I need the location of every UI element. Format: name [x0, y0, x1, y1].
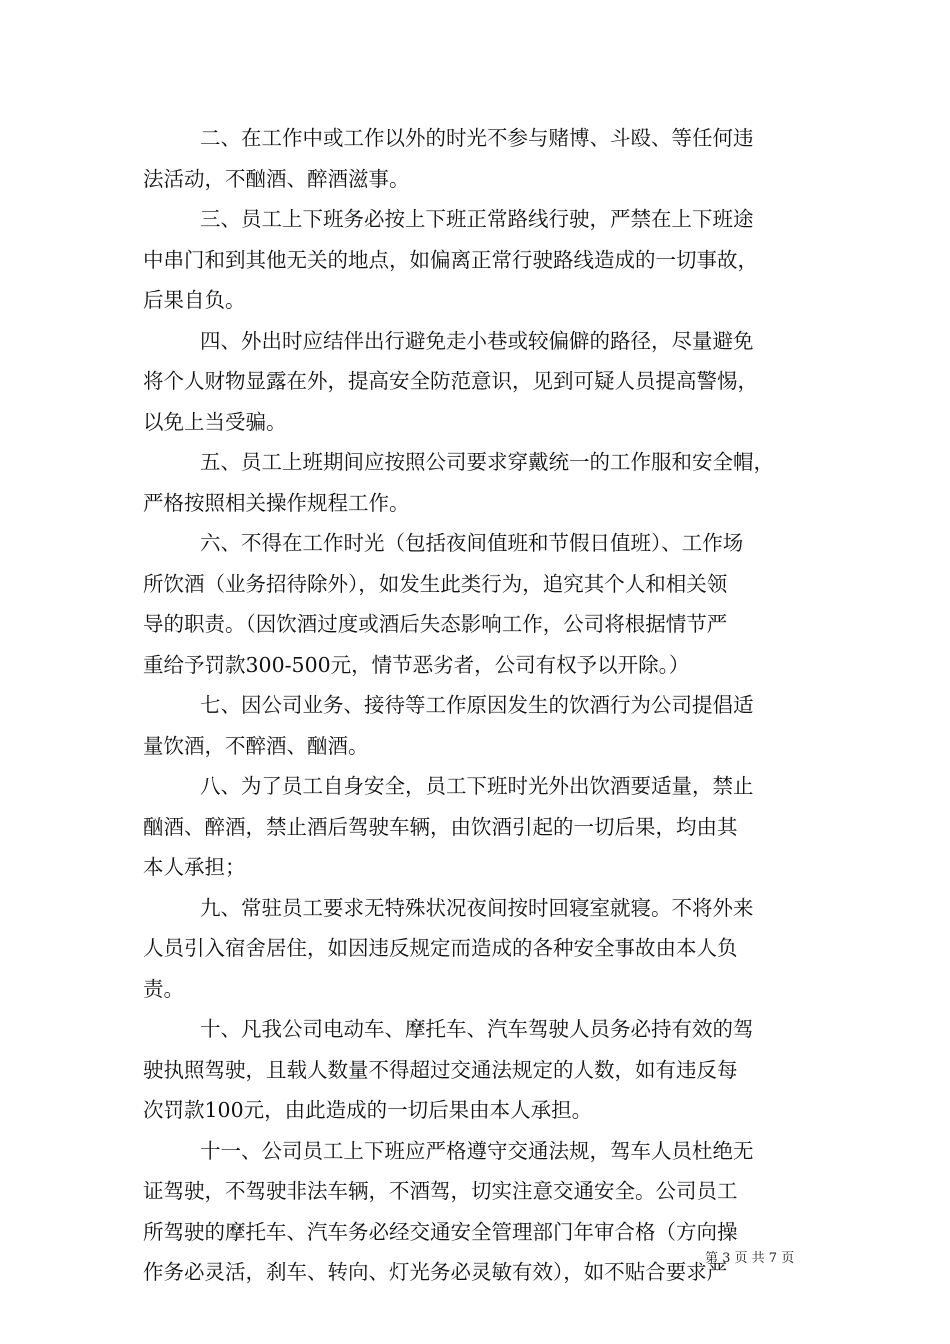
paragraph-first-line: 七、因公司业务、接待等工作原因发生的饮酒行为公司提倡适 — [200, 693, 754, 717]
paragraph-first-line: 九、常驻员工要求无特殊状况夜间按时回寝室就寝。不将外来 — [200, 895, 754, 920]
paragraph-line: 酗酒、醉酒，禁止酒后驾驶车辆，由饮酒引起的一切后果，均由其 — [143, 814, 738, 839]
paragraph-line: 重给予罚款300-500元，情节恶劣者，公司有权予以开除。） — [143, 652, 690, 677]
paragraph-first-line: 三、员工上下班务必按上下班正常路线行驶，严禁在上下班途 — [200, 207, 754, 231]
paragraph-line: 所驾驶的摩托车、汽车务必经交通安全管理部门年审合格（方向操 — [143, 1219, 738, 1244]
paragraph-first-line: 十一、公司员工上下班应严格遵守交通法规，驾车人员杜绝无 — [200, 1138, 754, 1163]
paragraph-line: 所饮酒（业务招待除外），如发生此类行为，追究其个人和相关领 — [143, 571, 728, 596]
paragraph-line: 法活动，不酗酒、醉酒滋事。 — [143, 166, 410, 191]
paragraph-first-line: 八、为了员工自身安全，员工下班时光外出饮酒要适量，禁止 — [200, 774, 754, 798]
paragraph-line: 后果自负。 — [143, 288, 246, 312]
paragraph-line: 人员引入宿舍居住，如因违反规定而造成的各种安全事故由本人负 — [143, 936, 738, 960]
paragraph-line: 驶执照驾驶，且载人数量不得超过交通法规定的人数，如有违反每 — [143, 1057, 738, 1082]
paragraph-first-line: 六、不得在工作时光（包括夜间值班和节假日值班）、工作场 — [200, 531, 744, 555]
paragraph-first-line: 五、员工上班期间应按照公司要求穿戴统一的工作服和安全帽， — [200, 450, 774, 474]
page-number-footer: 第 3 页 共 7 页 — [705, 1251, 795, 1266]
paragraph-line: 以免上当受骗。 — [143, 409, 287, 434]
paragraph-line: 导的职责。（因饮酒过度或酒后失态影响工作，公司将根据情节严 — [143, 612, 728, 636]
paragraph-line: 责。 — [143, 976, 184, 1001]
document-body — [143, 118, 815, 1293]
paragraph-line: 严格按照相关操作规程工作。 — [143, 490, 410, 515]
paragraph-line: 次罚款100元，由此造成的一切后果由本人承担。 — [143, 1098, 593, 1122]
paragraph-line: 证驾驶，不驾驶非法车辆，不酒驾，切实注意交通安全。公司员工 — [143, 1179, 738, 1203]
paragraph-line: 本人承担； — [143, 855, 246, 879]
paragraph-line: 量饮酒，不醉酒、酗酒。 — [143, 733, 369, 758]
paragraph-first-line: 二、在工作中或工作以外的时光不参与赌博、斗殴、等任何违 — [200, 126, 754, 150]
paragraph-line: 将个人财物显露在外，提高安全防范意识，见到可疑人员提高警惕， — [143, 369, 758, 393]
paragraph-line: 作务必灵活，刹车、转向、灯光务必灵敏有效），如不贴合要求严 — [143, 1260, 728, 1284]
paragraph-first-line: 十、凡我公司电动车、摩托车、汽车驾驶人员务必持有效的驾 — [200, 1017, 754, 1041]
paragraph-first-line: 四、外出时应结伴出行避免走小巷或较偏僻的路径，尽量避免 — [200, 328, 754, 353]
paragraph-line: 中串门和到其他无关的地点，如偏离正常行驶路线造成的一切事故， — [143, 247, 758, 272]
